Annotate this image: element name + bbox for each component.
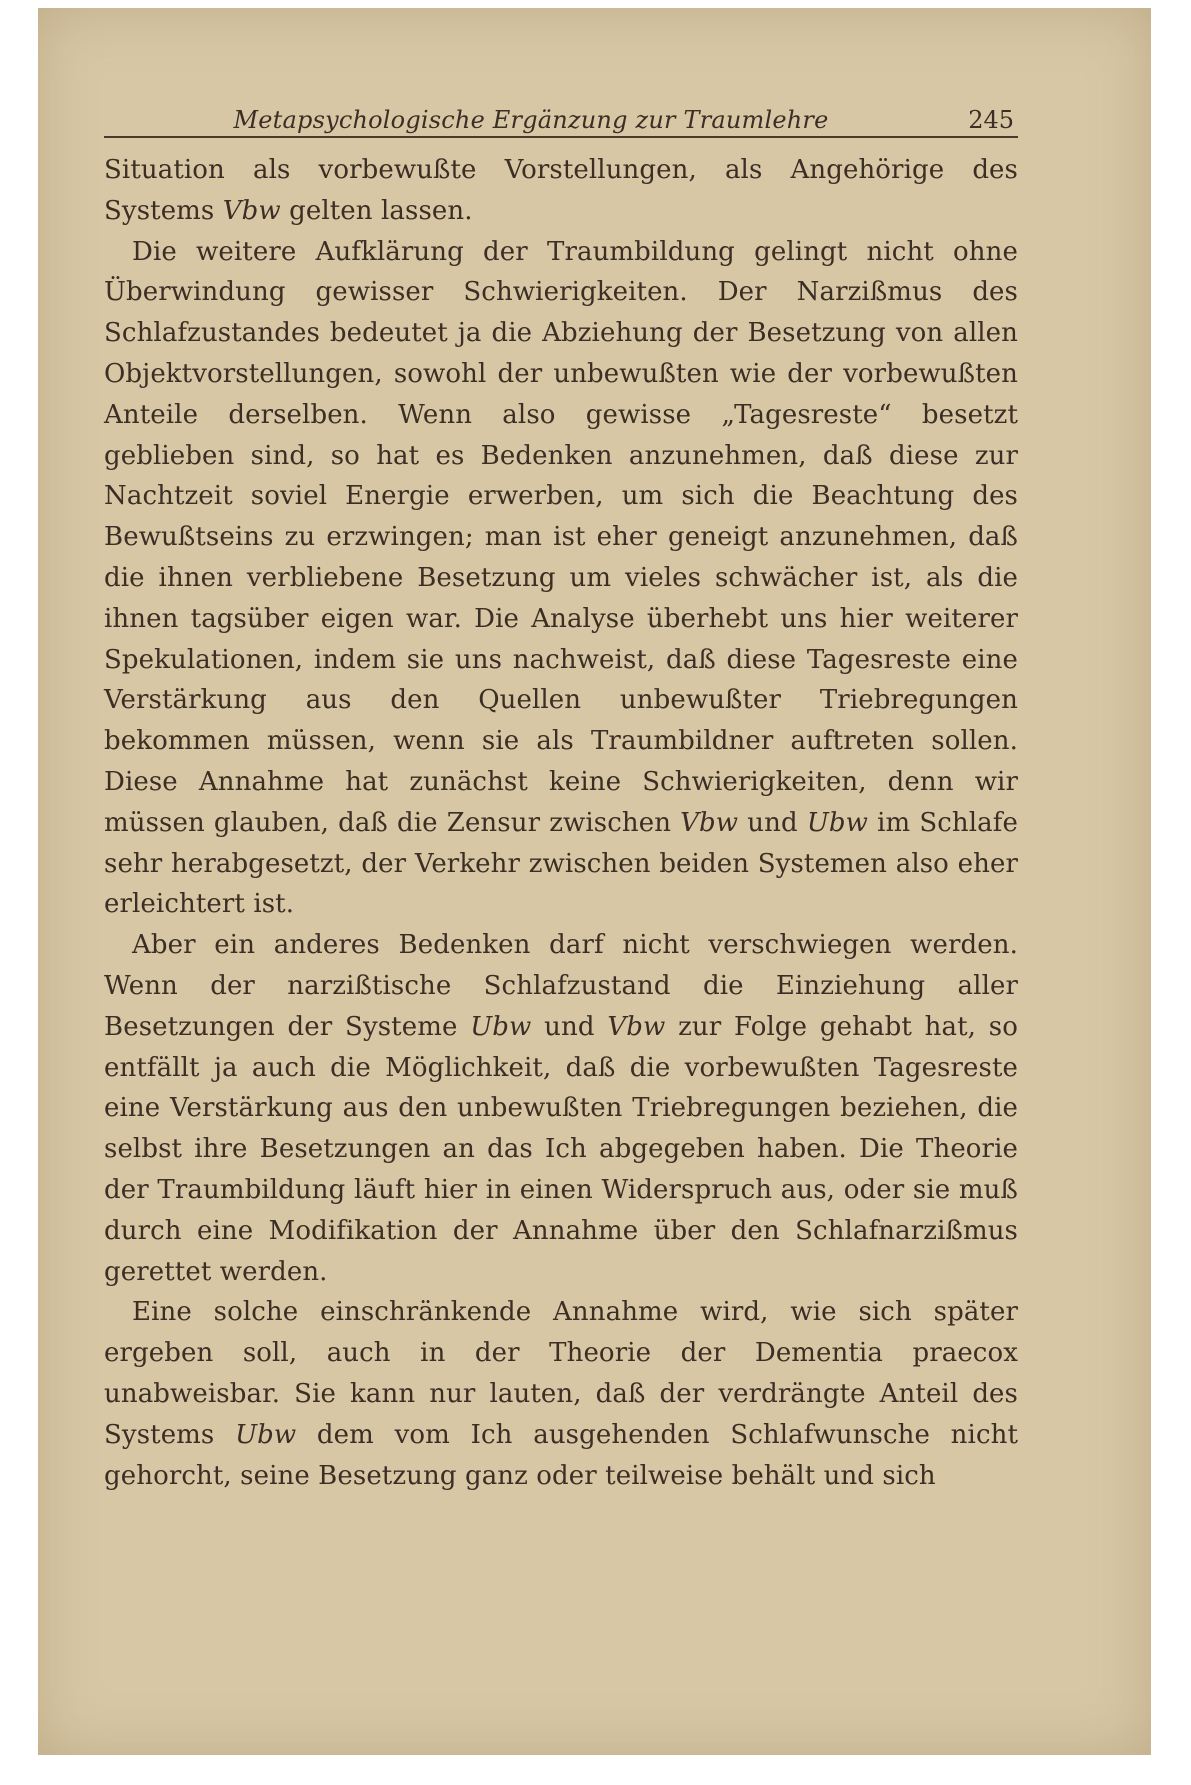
italic-term: Ubw: [470, 1011, 532, 1042]
italic-term: Vbw: [680, 807, 739, 838]
body-text: [104, 150, 1018, 1496]
paragraph: [104, 150, 1018, 232]
italic-term: Ubw: [806, 807, 868, 838]
text-run: zur Folge gehabt hat, so entfällt ja auch die Möglichkeit, daß die vorbewußten Tagesreste eine Verstärkung aus den unbewußten Triebregungen beziehen, die selbst ihre Besetzungen an das Ich abgegeben haben. Die Theorie der Traumbildung läuft hier in einen Widerspruch aus, oder sie muß durch eine Modifikation der Annahme über den Schlafnarzißmus gerettet werden.: [104, 1011, 1018, 1287]
page-number: 245: [968, 106, 1014, 134]
text-run: dem vom Ich ausgehenden Schlafwunsche nicht gehorcht, seine Besetzung ganz oder teilweise behält und sich: [104, 1419, 1018, 1491]
paragraph: [104, 1292, 1018, 1496]
text-run: im Schlafe sehr herabgesetzt, der Verkehr zwischen beiden Systemen also eher erleichtert ist.: [104, 807, 1018, 920]
text-run: und: [531, 1011, 608, 1042]
italic-term: Vbw: [222, 195, 281, 226]
text-run: Situation als vorbewußte Vorstellungen, als Angehörige des Systems: [104, 155, 1018, 226]
text-run: Aber ein anderes Bedenken darf nicht verschwiegen werden. Wenn der narzißtische Schlafzustand die Einziehung aller Besetzungen der Systeme: [104, 930, 1018, 1042]
scanned-page: [38, 8, 1151, 1755]
paragraph: [104, 925, 1018, 1292]
text-run: Eine solche einschränkende Annahme wird, wie sich später ergeben soll, auch in der Theorie der Dementia praecox unabweisbar. Sie kann nur lauten, daß der verdrängte Anteil des Systems: [104, 1297, 1018, 1450]
text-run: und: [738, 807, 807, 838]
book-page: [104, 100, 1018, 1496]
text-run: Die weitere Aufklärung der Traumbildung gelingt nicht ohne Überwindung gewisser Schwierigkeiten. Der Narzißmus des Schlafzustandes bedeutet ja die Abziehung der Besetzung von allen Objektvorstellungen, sowohl der unbewußten wie der vorbewußten Anteile derselben. Wenn also gewisse „Tagesreste“ besetzt geblieben sind, so hat es Bedenken anzunehmen, daß diese zur Nachtzeit soviel Energie erwerben, um sich die Beachtung des Bewußtseins zu erzwingen; man ist eher geneigt anzunehmen, daß die ihnen verbliebene Besetzung um vieles schwächer ist, als die ihnen tagsüber eigen war. Die Analyse überhebt uns hier weiterer Spekulationen, indem sie uns nachweist, daß diese Tagesreste eine Verstärkung aus den Quellen unbewußter Triebregungen bekommen müssen, wenn sie als Traumbildner auftreten sollen. Diese Annahme hat zunächst keine Schwierigkeiten, denn wir müssen glauben, daß die Zensur zwischen: [104, 236, 1018, 838]
text-run: gelten lassen.: [280, 195, 473, 226]
italic-term: Vbw: [607, 1011, 666, 1042]
paragraph: [104, 232, 1018, 926]
running-title: Metapsychologische Ergänzung zur Traumlehre: [233, 106, 829, 134]
italic-term: Ubw: [235, 1419, 297, 1450]
page-header: [104, 100, 1018, 138]
